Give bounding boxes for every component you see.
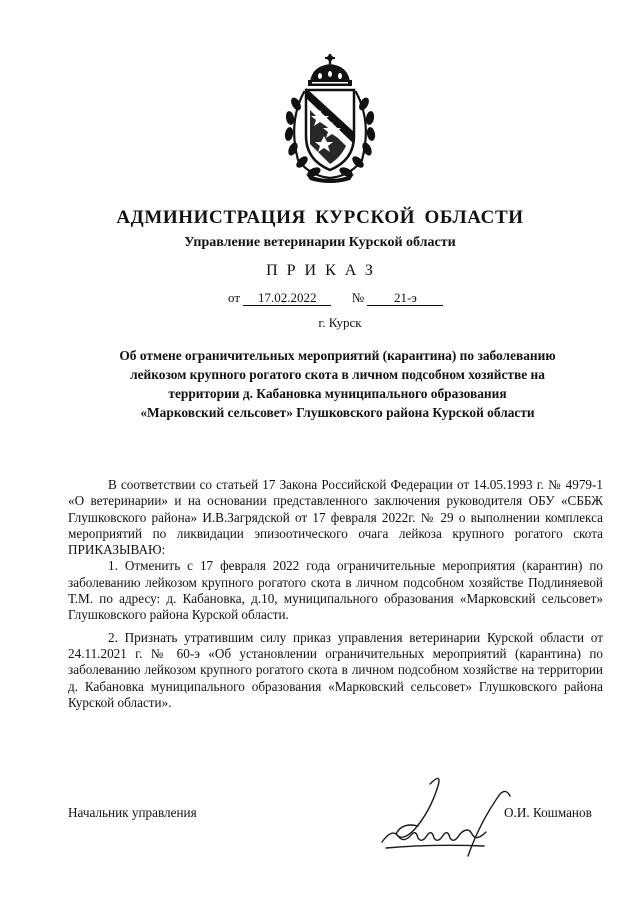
signatory-position: Начальник управления	[68, 805, 197, 820]
order-date-number	[228, 290, 443, 306]
coat-of-arms-icon	[276, 52, 384, 184]
handwritten-signature-icon	[372, 772, 522, 864]
subject-line: «Марковский сельсовет» Глушковского района Курской области	[140, 405, 535, 420]
department-title: Управление ветеринарии Курской области	[184, 235, 456, 250]
subject-line: территории д. Кабановка муниципального образования	[168, 386, 507, 401]
administration-title: АДМИНИСТРАЦИЯ КУРСКОЙ ОБЛАСТИ	[116, 207, 524, 228]
subject-line: Об отмене ограничительных мероприятий (карантина) по заболеванию	[119, 348, 556, 363]
item-2-paragraph: 2. Признать утратившим силу приказ управления ветеринарии Курской области от 24.11.2021 г. № 60-э «Об установлении ограничительных мероприятий (карантина) по заболеванию лейкозом крупного рогатого скота в личном подсобном хозяйстве на территории д. Кабановка муниципального образования «Марковский сельсовет» Глушковского района Курской области».	[68, 629, 603, 710]
signatory-name: О.И. Кошманов	[504, 805, 592, 820]
order-date: 17.02.2022	[243, 291, 331, 306]
subject-line: лейкозом крупного рогатого скота в личном подсобном хозяйстве на	[130, 367, 545, 382]
order-from-label: от	[228, 290, 241, 305]
order-heading: ПРИКАЗ	[266, 262, 382, 279]
order-number-label: №	[351, 290, 365, 305]
order-number: 21-э	[367, 291, 443, 306]
item-1-paragraph: 1. Отменить с 17 февраля 2022 года ограничительные мероприятия (карантин) по заболеванию лейкозом крупного рогатого скота в личном подсобном хозяйстве Подлиняевой Т.М. по адресу: д. Кабановка, д.10, муниципального образования «Марковский сельсовет» Глушковского района Курской области.	[68, 558, 603, 623]
order-body	[68, 477, 603, 711]
preamble-paragraph: В соответствии со статьей 17 Закона Российской Федерации от 14.05.1993 г. № 4979-1 «О ветеринарии» и на основании представленного заключения руководителя ОБУ «СББЖ Глушковского района» И.В.Загрядской от 17 февраля 2022г. № 29 о выполнении комплекса мероприятий по ликвидации эпизоотического очага лейкоза крупного рогатого скота ПРИКАЗЫВАЮ:	[68, 477, 603, 558]
city-label: г. Курск	[318, 315, 362, 330]
order-subject	[70, 346, 605, 422]
